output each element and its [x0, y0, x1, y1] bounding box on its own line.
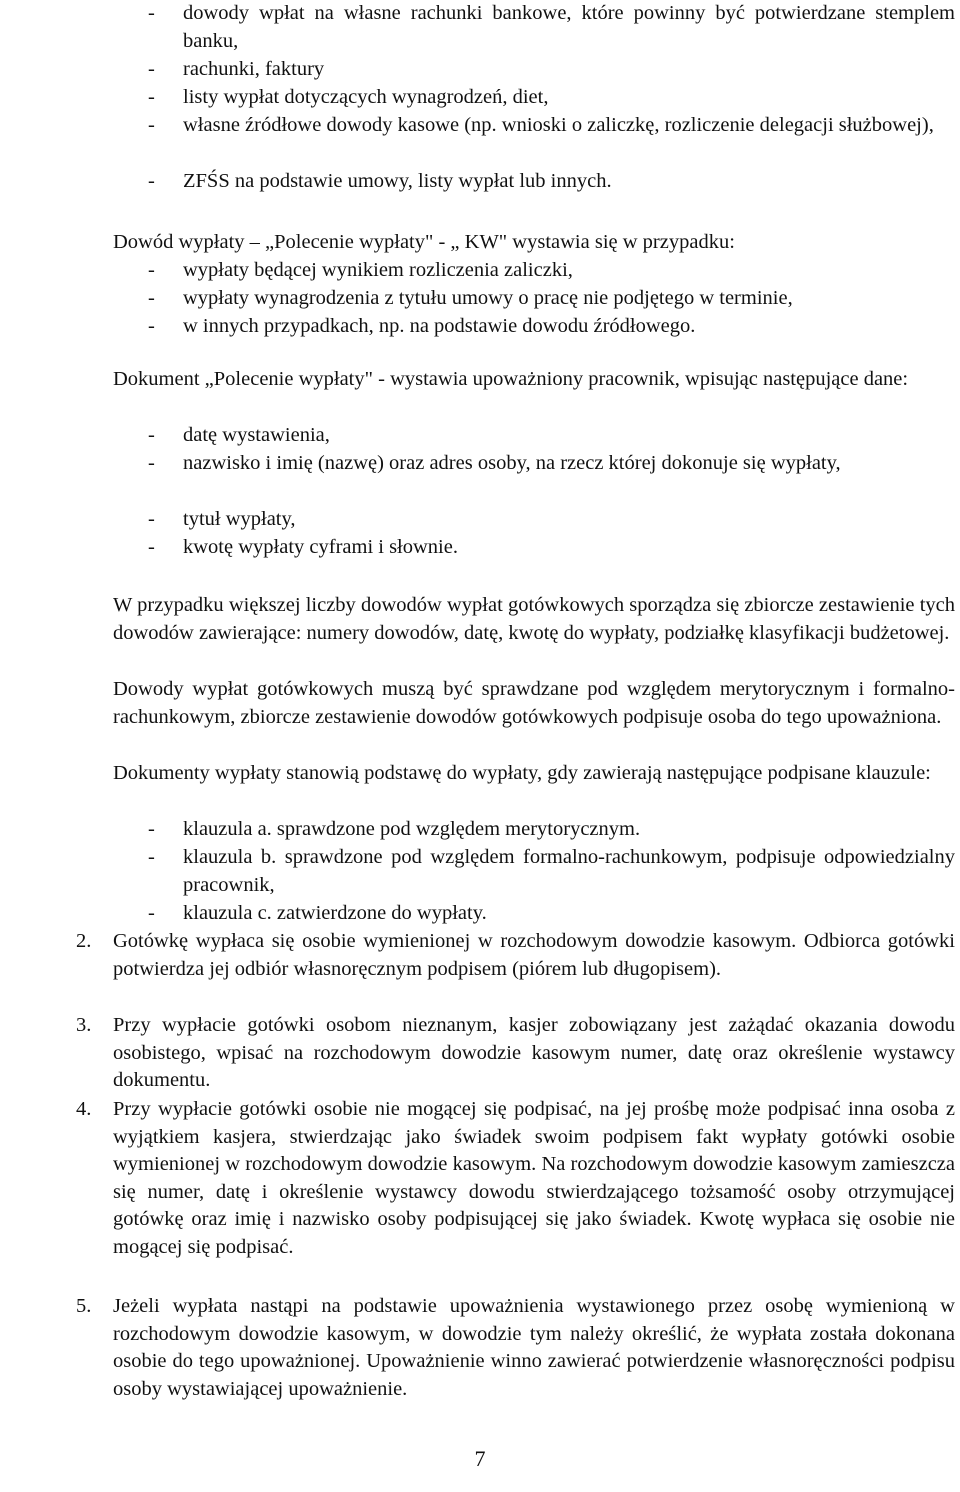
list-dash: - — [148, 315, 155, 337]
paragraph-w-przypadku: W przypadku większej liczby dowodów wypłat gotówkowych sporządza się zbiorcze zestawienie tych dowodów zawierające: numery dowodów, datę, kwotę do wypłaty, podziałkę klasyfikacji budżetowej. — [113, 594, 955, 644]
list-dash: - — [148, 902, 155, 924]
item-number: 3. — [76, 1014, 92, 1036]
list-dash: - — [148, 170, 155, 192]
list-dash: - — [148, 536, 155, 558]
list-dash: - — [148, 86, 155, 108]
list-dash: - — [148, 846, 155, 868]
list-dash: - — [148, 424, 155, 446]
list-dash: - — [148, 2, 155, 24]
paragraph-dokumenty: Dokumenty wypłaty stanowią podstawę do wypłaty, gdy zawierają następujące podpisane klauzule: — [113, 762, 931, 784]
list-item-text: listy wypłat dotyczących wynagrodzeń, diet, — [183, 86, 549, 108]
item-text: Przy wypłacie gotówki osobom nieznanym, kasjer zobowiązany jest zażądać okazania dowodu osobistego, wpisać na rozchodowym dowodzie kasowym numer, datę oraz określenie wystawcy dokumentu. — [113, 1014, 955, 1092]
item-number: 4. — [76, 1098, 92, 1120]
list-dash: - — [148, 287, 155, 309]
list-item-text: klauzula c. zatwierdzone do wypłaty. — [183, 902, 487, 924]
list-item-text: w innych przypadkach, np. na podstawie dowodu źródłowego. — [183, 315, 696, 337]
paragraph-dowody: Dowody wypłat gotówkowych muszą być sprawdzane pod względem merytorycznym i formalno-rachunkowym, zbiorcze zestawienie dowodów gotówkowych podpisuje osoba do tego upoważniona. — [113, 678, 955, 728]
dok-intro: Dokument „Polecenie wypłaty" - wystawia upoważniony pracownik, wpisując następujące dane: — [113, 368, 909, 390]
list-dash: - — [148, 114, 155, 136]
list-item-text: własne źródłowe dowody kasowe (np. wnioski o zaliczkę, rozliczenie delegacji służbowej), — [183, 114, 934, 136]
item-text: Jeżeli wypłata nastąpi na podstawie upoważnienia wystawionego przez osobę wymienioną w rozchodowym dowodzie kasowym, w dowodzie tym należy określić, że wypłata została dokonana osobie do tego upoważnionej. Upoważnienie winno zawierać potwierdzenie własnoręczności podpisu osoby wystawiającej upoważnienie. — [113, 1295, 955, 1400]
list-item-text: tytuł wypłaty, — [183, 508, 296, 530]
item-text: Przy wypłacie gotówki osobie nie mogącej się podpisać, na jej prośbę może podpisać inna osoba z wyjątkiem kasjera, stwierdzając jako świadek swoim podpisem fakt wypłaty gotówki osobie wymienionej w rozchodowym dowodzie kasowym. Na rozchodowym dowodzie kasowym zamieszcza się numer, datę i określenie wystawcy dowodu stwierdzającego tożsamość osoby otrzymującej gotówkę oraz imię i nazwisko osoby podpisującej się jako świadek. Kwotę wypłaca się osobie nie mogącej się podpisać. — [113, 1098, 955, 1258]
list-item-text: dowody wpłat na własne rachunki bankowe, które powinny być potwierdzane stemplem banku, — [183, 2, 955, 52]
list-dash: - — [148, 818, 155, 840]
list-item-text: wypłaty będącej wynikiem rozliczenia zaliczki, — [183, 259, 573, 281]
list-item-text: rachunki, faktury — [183, 58, 325, 80]
list-dash: - — [148, 58, 155, 80]
list-dash: - — [148, 452, 155, 474]
list-item-text: klauzula b. sprawdzone pod względem formalno-rachunkowym, podpisuje odpowiedzialny pracownik, — [183, 846, 955, 896]
list-item-text: datę wystawienia, — [183, 424, 330, 446]
page-number: 7 — [474, 1446, 486, 1471]
list-item-text: wypłaty wynagrodzenia z tytułu umowy o pracę nie podjętego w terminie, — [183, 287, 793, 309]
item-number: 5. — [76, 1295, 92, 1317]
list-item-text: ZFŚS na podstawie umowy, listy wypłat lub innych. — [183, 170, 612, 192]
kw-intro: Dowód wypłaty – „Polecenie wypłaty" - „ KW" wystawia się w przypadku: — [113, 231, 735, 253]
list-item-text: kwotę wypłaty cyframi i słownie. — [183, 536, 458, 558]
list-item-text: nazwisko i imię (nazwę) oraz adres osoby, na rzecz której dokonuje się wypłaty, — [183, 452, 841, 474]
list-item-text: klauzula a. sprawdzone pod względem merytorycznym. — [183, 818, 641, 840]
list-dash: - — [148, 508, 155, 530]
list-dash: - — [148, 259, 155, 281]
item-number: 2. — [76, 930, 92, 952]
item-text: Gotówkę wypłaca się osobie wymienionej w rozchodowym dowodzie kasowym. Odbiorca gotówki potwierdza jej odbiór własnoręcznym podpisem (piórem lub długopisem). — [113, 930, 955, 980]
